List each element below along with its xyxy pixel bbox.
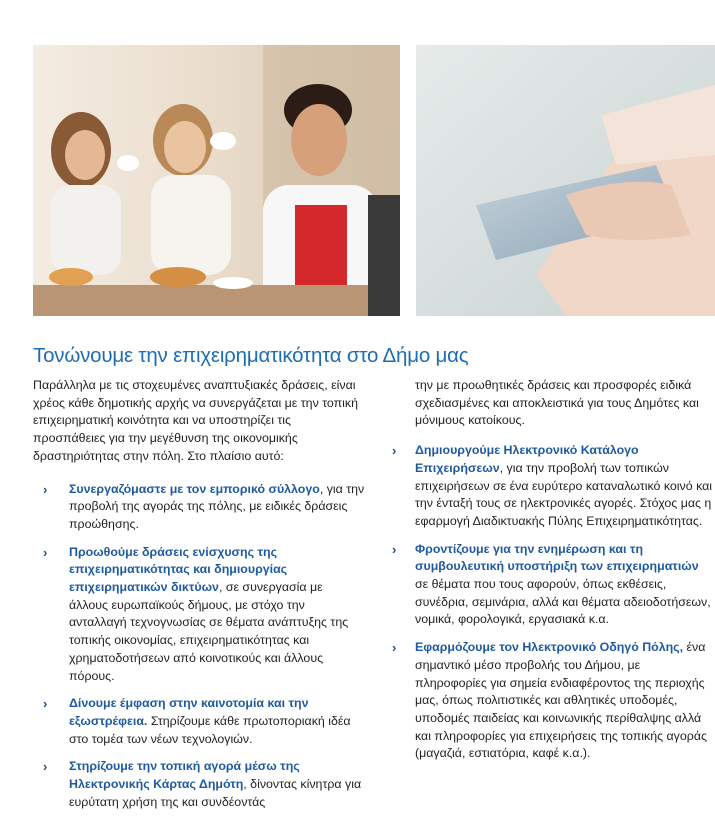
- photo-cafe-scene: [33, 45, 400, 316]
- chevron-right-icon: ›: [43, 759, 48, 775]
- chevron-right-icon: ›: [43, 696, 48, 712]
- chevron-right-icon: ›: [392, 640, 397, 656]
- list-item: [33, 695, 365, 748]
- item-highlight: Φροντίζουμε για την ενημέρωση και τη συμβουλευτική υποστήριξη των επιχειρηματιών: [415, 541, 699, 574]
- item-highlight: Εφαρμόζουμε τον Ηλεκτρονικό Οδηγό Πόλης,: [415, 640, 684, 655]
- list-item: [391, 639, 713, 763]
- right-column: [391, 377, 713, 773]
- chevron-right-icon: ›: [392, 541, 397, 557]
- item-highlight: Δημιουργούμε Ηλεκτρονικό Κατάλογο Επιχειρήσεων: [415, 443, 639, 475]
- list-item: [391, 442, 713, 531]
- chevron-right-icon: ›: [392, 443, 397, 459]
- chevron-right-icon: ›: [43, 544, 48, 560]
- item-highlight: Προωθούμε δράσεις ενίσχυσης της επιχειρηματικότητας και δημιουργίας επιχειρηματικών δικτύων: [69, 544, 288, 595]
- item-highlight: Δίνουμε έμφαση στην καινοτομία και την εξωστρέφεια.: [69, 696, 309, 728]
- item-text: Στηρίζουμε κάθε πρωτοποριακή ιδέα στο τομέα των νέων τεχνολογιών.: [69, 713, 351, 746]
- item-highlight: Συνεργαζόμαστε με τον εμπορικό σύλλογο: [69, 481, 320, 496]
- photo-card-payment: [416, 45, 715, 316]
- item-text: , δίνοντας κίνητρα για ευρύτατη χρήση της και συνδέοντάς: [69, 777, 362, 809]
- item-text: , σε συνεργασία με άλλους ευρωπαϊκούς δήμους, με στόχο την ανταλλαγή τεχνογνωσίας σε θέματα ανάπτυξης της τοπικής οικονομίας, επιχειρηματικότητας και χρηματοδοτήσεων από κοινοτικούς και άλλους πόρους.: [69, 580, 349, 683]
- page-heading: Τονώνουμε την επιχειρηματικότητα στο Δήμο μας: [33, 344, 469, 367]
- continuation-text: την με προωθητικές δράσεις και προσφορές ειδικά σχεδιασμένες και αποκλειστικά για τους Δημότες και μόνιμους κατοίκους.: [415, 378, 699, 428]
- list-item: [33, 544, 365, 686]
- left-column: [33, 377, 365, 821]
- intro-paragraph: Παράλληλα με τις στοχευμένες αναπτυξιακές δράσεις, είναι χρέος κάθε δημοτικής αρχής να συνεργάζεται με την τοπική επιχειρηματική κοινότητα και να υποστηρίζει τις προσπάθειες για την μεγέθυνση της οικονομικής δραστηριότητας στην πόλη. Στο πλαίσιο αυτό:: [33, 378, 359, 463]
- list-item: [33, 758, 365, 811]
- item-text: ένα σημαντικό μέσο προβολής του Δήμου, με πληροφορίες για σημεία ενδιαφέροντος της περιοχής μας, όπως πολιτιστικές και αθλητικές υποδομές, υποδομές παιδείας και κοινωνικής περίθαλψης αλλά και πληροφορίες για επιχειρήσεις της τοπικής αγοράς (μαγαζιά, εστιατόρια, καφέ κ.α.).: [415, 640, 707, 761]
- item-text: , για την προβολή των τοπικών επιχειρήσεων σε ένα ευρύτερο καταναλωτικό κοινό και την ένταξή τους σε ηλεκτρονικές αγορές. Στόχος μας η εφαρμογή Διαδικτυακής Πύλης Επιχειρηματικότητας.: [415, 460, 713, 528]
- list-item: [33, 481, 365, 534]
- item-text: , για την προβολή της αγοράς της πόλης, με ειδικές δράσεις προώθησης.: [69, 481, 365, 531]
- item-highlight: Στηρίζουμε την τοπική αγορά μέσω της Ηλεκτρονικής Κάρτας Δημότη: [69, 759, 300, 792]
- item-text: σε θέματα που τους αφορούν, όπως εκθέσεις, συνέδρια, σεμινάρια, αλλά και θέματα αδειοδοτήσεων, νομικά, φορολογικά, εργασιακά κ.α.: [415, 577, 711, 627]
- list-item: [391, 541, 713, 630]
- chevron-right-icon: ›: [43, 481, 48, 497]
